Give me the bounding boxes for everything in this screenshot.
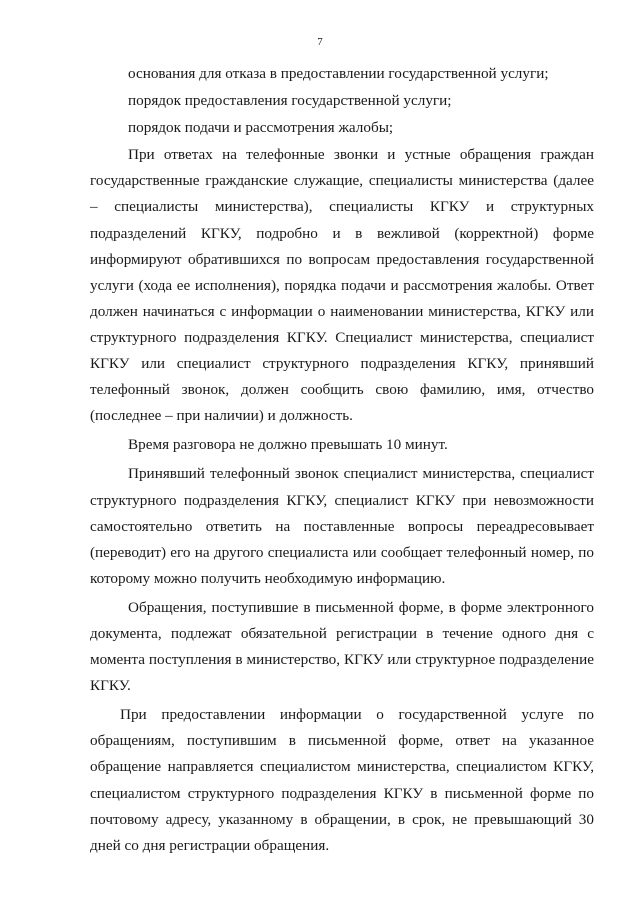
paragraph-call-redirect: Принявший телефонный звонок специалист министерства, специалист структурного подразделения КГКУ, специалист КГКУ при невозможности самостоятельно ответить на поставленные вопросы переадресовывает (переводит) его на другого специалиста или сообщает телефонный номер, по которому можно получить необходимую информацию. bbox=[90, 465, 594, 587]
paragraph-written-registration: Обращения, поступившие в письменной форме, в форме электронного документа, подлежат обязательной регистрации в течение одного дня с момента поступления в министерство, КГКУ или структурное подразделение КГКУ. bbox=[90, 598, 594, 695]
paragraph-phone-inquiries: При ответах на телефонные звонки и устные обращения граждан государственные гражданские служащие, специалисты министерства (далее – специалисты министерства), специалисты КГКУ и структурных подразделений КГКУ, подробно и в вежливой (корректной) форме информируют обратившихся по вопросам предоставления государственной услуги (хода ее исполнения), порядка подачи и рассмотрения жалобы. Ответ должен начинаться с информации о наименовании министерства, КГКУ или структурного подразделения КГКУ. Специалист министерства, специалист КГКУ или специалист структурного подразделения КГКУ, принявший телефонный звонок, должен сообщить свою фамилию, имя, отчество (последнее – при наличии) и должность. bbox=[90, 146, 594, 425]
paragraph-call-duration: Время разговора не должно превышать 10 минут. bbox=[128, 436, 448, 454]
list-item-complaint-procedure: порядок подачи и рассмотрения жалобы; bbox=[128, 119, 394, 137]
list-item-service-procedure: порядок предоставления государственной услуги; bbox=[128, 92, 452, 110]
document-body bbox=[90, 61, 594, 862]
list-item-refusal-grounds: основания для отказа в предоставлении государственной услуги; bbox=[128, 65, 549, 82]
paragraph-written-response: При предоставлении информации о государственной услуге по обращениям, поступившим в письменной форме, ответ на указанное обращение направляется специалистом министерства, специалистом КГКУ, специалистом структурного подразделения КГКУ в письменной форме по почтовому адресу, указанному в обращении, в срок, не превышающий 30 дней со дня регистрации обращения. bbox=[90, 706, 594, 854]
page-number: 7 bbox=[317, 36, 323, 48]
